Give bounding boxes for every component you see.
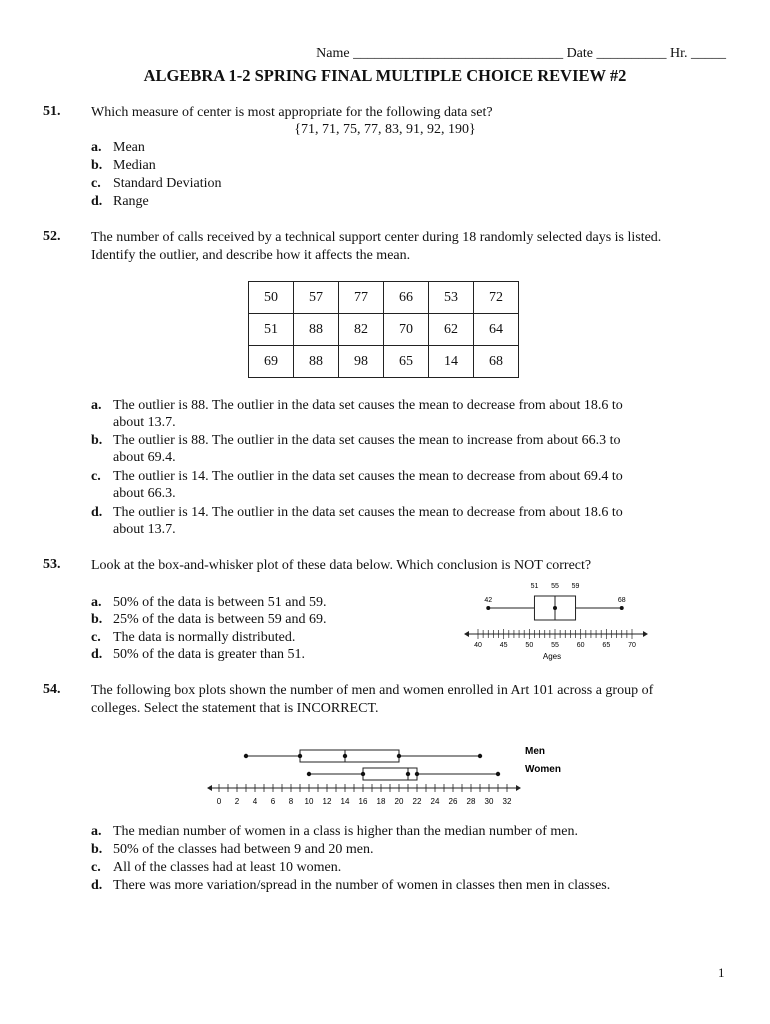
tick-label: 16 [358,797,368,806]
choice-text: Mean [113,140,145,155]
men-box [300,750,399,762]
choice-text: 25% of the data is between 59 and 69. [113,612,327,627]
women-legend-label: Women [525,764,561,775]
choice-letter: d. [91,878,103,893]
tick-label: 6 [270,797,276,806]
choice-letter: b. [91,433,103,448]
min-label: 42 [484,597,493,604]
table-cell: 66 [384,282,429,314]
question-54-choice-b[interactable] [91,841,373,859]
table-cell: 70 [384,314,429,346]
choice-letter: d. [91,194,103,209]
choice-text: The data is normally distributed. [113,630,296,645]
table-cell: 82 [339,314,384,346]
tick-label: 20 [394,797,404,806]
choice-text: The outlier is 14. The outlier in the data set causes the mean to decrease from about 18.6 to [113,505,623,520]
choice-letter: d. [91,647,103,662]
tick-label: 60 [576,642,585,649]
question-54-choice-c[interactable] [91,859,341,877]
choice-text: There was more variation/spread in the number of women in classes then men in classes. [113,878,611,893]
question-51-choice-d[interactable] [91,193,149,211]
women-point [415,772,419,776]
table-cell: 88 [294,346,339,378]
choice-letter: c. [91,860,101,875]
choice-letter: d. [91,505,103,520]
question-53-number: 53. [43,557,61,572]
question-53-text: Look at the box-and-whisker plot of these data below. Which conclusion is NOT correct? [91,558,592,573]
q1-label: 51 [530,583,539,590]
axis-arrow-left [207,785,212,791]
choice-letter: a. [91,398,102,413]
choice-text: The outlier is 88. The outlier in the data set causes the mean to increase from about 66.3 to [113,433,621,448]
choice-text: 50% of the data is greater than 51. [113,647,306,662]
calls-data-table [248,281,519,378]
question-51-choice-b[interactable] [91,157,156,175]
tick-label: 45 [499,642,508,649]
question-54-number: 54. [43,682,61,697]
choice-text-continued: about 13.7. [113,522,176,537]
q3-label: 59 [571,583,580,590]
choice-text: The median number of women in a class is higher than the median number of men. [113,824,578,839]
axis-arrow-left [464,631,469,637]
table-row [249,282,519,314]
page-title: ALGEBRA 1-2 SPRING FINAL MULTIPLE CHOICE REVIEW #2 [143,66,627,85]
axis-arrow-right [643,631,648,637]
student-info-line: Name ______________________________ Date __________ Hr. _____ [316,46,726,61]
table-cell: 68 [474,346,519,378]
choice-letter: a. [91,824,102,839]
question-54-text-line2: colleges. Select the statement that is INCORRECT. [91,701,379,716]
table-cell: 88 [294,314,339,346]
tick-label: 28 [466,797,476,806]
choice-text-continued: about 66.3. [113,486,176,501]
tick-label: 2 [234,797,240,806]
choice-text-continued: about 69.4. [113,450,176,465]
tick-label: 12 [322,797,332,806]
min-point [486,606,490,610]
table-cell: 69 [249,346,294,378]
table-cell: 53 [429,282,474,314]
tick-label: 50 [525,642,534,649]
tick-label: 8 [288,797,294,806]
choice-letter: b. [91,158,103,173]
choice-text: The outlier is 14. The outlier in the data set causes the mean to decrease from about 69.4 to [113,469,623,484]
table-cell: 50 [249,282,294,314]
choice-letter: c. [91,469,101,484]
question-52-text-line1: The number of calls received by a technical support center during 18 randomly selected days is listed. [91,230,662,245]
table-row [249,346,519,378]
tick-label: 40 [474,642,482,649]
table-row [249,314,519,346]
question-54-choice-a[interactable] [91,823,578,841]
tick-label: 65 [602,642,611,649]
choice-text: Median [113,158,156,173]
choice-letter: c. [91,176,101,191]
table-cell: 62 [429,314,474,346]
question-54-text-line1: The following box plots shown the number of men and women enrolled in Art 101 across a group of [91,683,654,698]
question-51-number: 51. [43,104,61,119]
question-53-choice-d[interactable] [91,646,305,664]
tick-label: 32 [502,797,512,806]
table-cell: 14 [429,346,474,378]
men-point [298,754,302,758]
choice-letter: a. [91,595,102,610]
choice-text: The outlier is 88. The outlier in the data set causes the mean to decrease from about 18.6 to [113,398,623,413]
table-cell: 57 [294,282,339,314]
ages-box-plot [460,578,660,666]
table-cell: 98 [339,346,384,378]
choice-text: 50% of the data is between 51 and 59. [113,595,327,610]
question-53-choice-c[interactable] [91,629,295,647]
page-number: 1 [718,965,725,980]
table-cell: 77 [339,282,384,314]
tick-label: 4 [252,797,258,806]
men-point [343,754,347,758]
question-53-choice-b[interactable] [91,611,326,629]
question-52-choice-c[interactable] [91,468,623,486]
question-51-choice-a[interactable] [91,139,145,157]
question-52-text-line2: Identify the outlier, and describe how it affects the mean. [91,248,411,263]
question-52-choice-b[interactable] [91,432,620,450]
tick-label: 70 [628,642,636,649]
question-52-choice-a[interactable] [91,397,623,415]
question-54-choice-d[interactable] [91,877,610,895]
tick-label: 0 [216,797,222,806]
median-label: 55 [551,583,559,590]
question-52-choice-d[interactable] [91,504,623,522]
question-51-dataset: {71, 71, 75, 77, 83, 91, 92, 190} [294,122,476,137]
median-point [553,606,557,610]
choice-letter: c. [91,630,101,645]
tick-label: 26 [448,797,458,806]
women-point [496,772,500,776]
table-cell: 72 [474,282,519,314]
tick-label: 14 [340,797,350,806]
choice-letter: b. [91,842,103,857]
women-point [406,772,410,776]
table-cell: 51 [249,314,294,346]
question-51-choice-c[interactable] [91,175,221,193]
women-point [361,772,365,776]
tick-label: 30 [484,797,494,806]
men-point [397,754,401,758]
tick-label: 24 [430,797,440,806]
table-cell: 64 [474,314,519,346]
choice-text: Range [113,194,149,209]
tick-label: 55 [551,642,559,649]
x-axis-title: Ages [542,652,562,661]
men-point [244,754,248,758]
question-53-choice-a[interactable] [91,594,326,612]
axis-arrow-right [516,785,521,791]
table-cell: 65 [384,346,429,378]
question-51-text: Which measure of center is most appropriate for the following data set? [91,105,493,120]
choice-text: 50% of the classes had between 9 and 20 men. [113,842,374,857]
choice-letter: b. [91,612,103,627]
choice-text: All of the classes had at least 10 women. [113,860,342,875]
tick-label: 22 [412,797,422,806]
tick-label: 10 [304,797,314,806]
men-legend-label: Men [525,746,545,757]
men-point [478,754,482,758]
max-point [620,606,624,610]
choice-text: Standard Deviation [113,176,222,191]
tick-label: 18 [376,797,386,806]
question-52-number: 52. [43,229,61,244]
choice-letter: a. [91,140,102,155]
women-point [307,772,311,776]
choice-text-continued: about 13.7. [113,415,176,430]
max-label: 68 [617,597,626,604]
enrollment-box-plots [200,738,580,810]
